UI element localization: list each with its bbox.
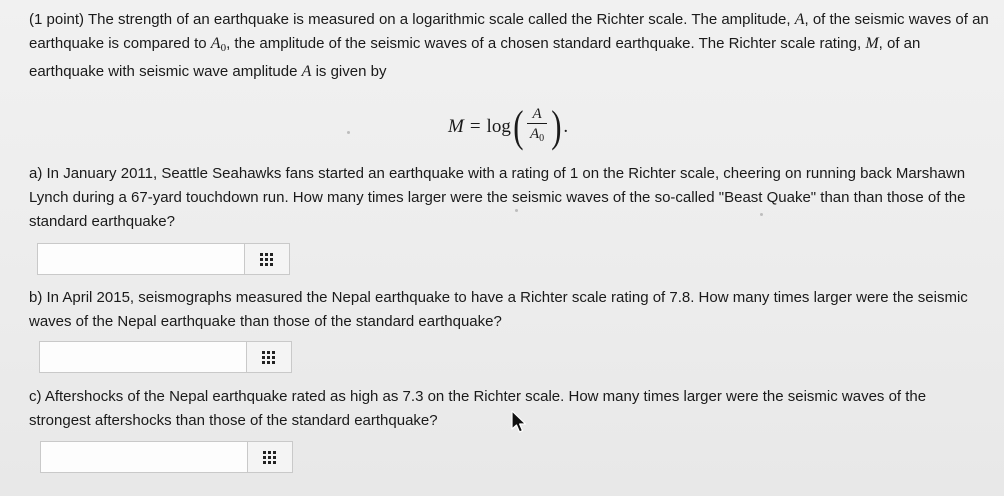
keypad-grid-icon [262,450,278,464]
decorative-dot [515,209,518,212]
decorative-dot [347,131,350,134]
question-a: a) In January 2011, Seattle Seahawks fans started an earthquake with a rating of 1 on the Richter scale, cheering on running back Marshawn Lynch during a 67-yard touchdown run. How many times larger were the seismic waves of the so-called "Beast Quake" than than those of the standard earthquake? [29,165,966,230]
question-c: c) Aftershocks of the Nepal earthquake rated as high as 7.3 on the Richter scale. How many times larger were the seismic waves of the strongest aftershocks than those of the standard earthquake? [29,388,927,429]
keypad-button-c[interactable] [247,442,292,472]
answer-box-c [40,441,293,473]
problem-intro: (1 point) The strength of an earthquake is measured on a logarithmic scale called the Richter scale. The amplitude, A, of the seismic waves of an earthquake is compared to $A_0$, the amplitude of the seismic waves of a chosen standard earthquake. The Richter scale rating, M, of an earthquake with seismic wave amplitude A is given by [29,11,989,80]
keypad-grid-icon [261,350,277,364]
mouse-pointer-icon [510,410,528,434]
keypad-button-b[interactable] [246,342,291,372]
answer-box-a [37,243,290,275]
points-label: (1 point) [29,11,85,28]
answer-input-c[interactable] [41,442,247,472]
keypad-grid-icon [259,252,275,266]
answer-box-b [39,341,292,373]
answer-input-b[interactable] [40,342,246,372]
question-b: b) In April 2015, seismographs measured the Nepal earthquake to have a Richter scale rating of 7.8. How many times larger were the seismic waves of the Nepal earthquake than those of the standard earthquake? [29,289,968,330]
formula-fraction: $\frac{A}{A_0}$ [527,105,546,149]
keypad-button-a[interactable] [244,244,289,274]
richter-formula: M = log ( $\frac{A}{A_0}$ ) . [448,102,569,151]
decorative-dot [760,213,763,216]
answer-input-a[interactable] [38,244,244,274]
